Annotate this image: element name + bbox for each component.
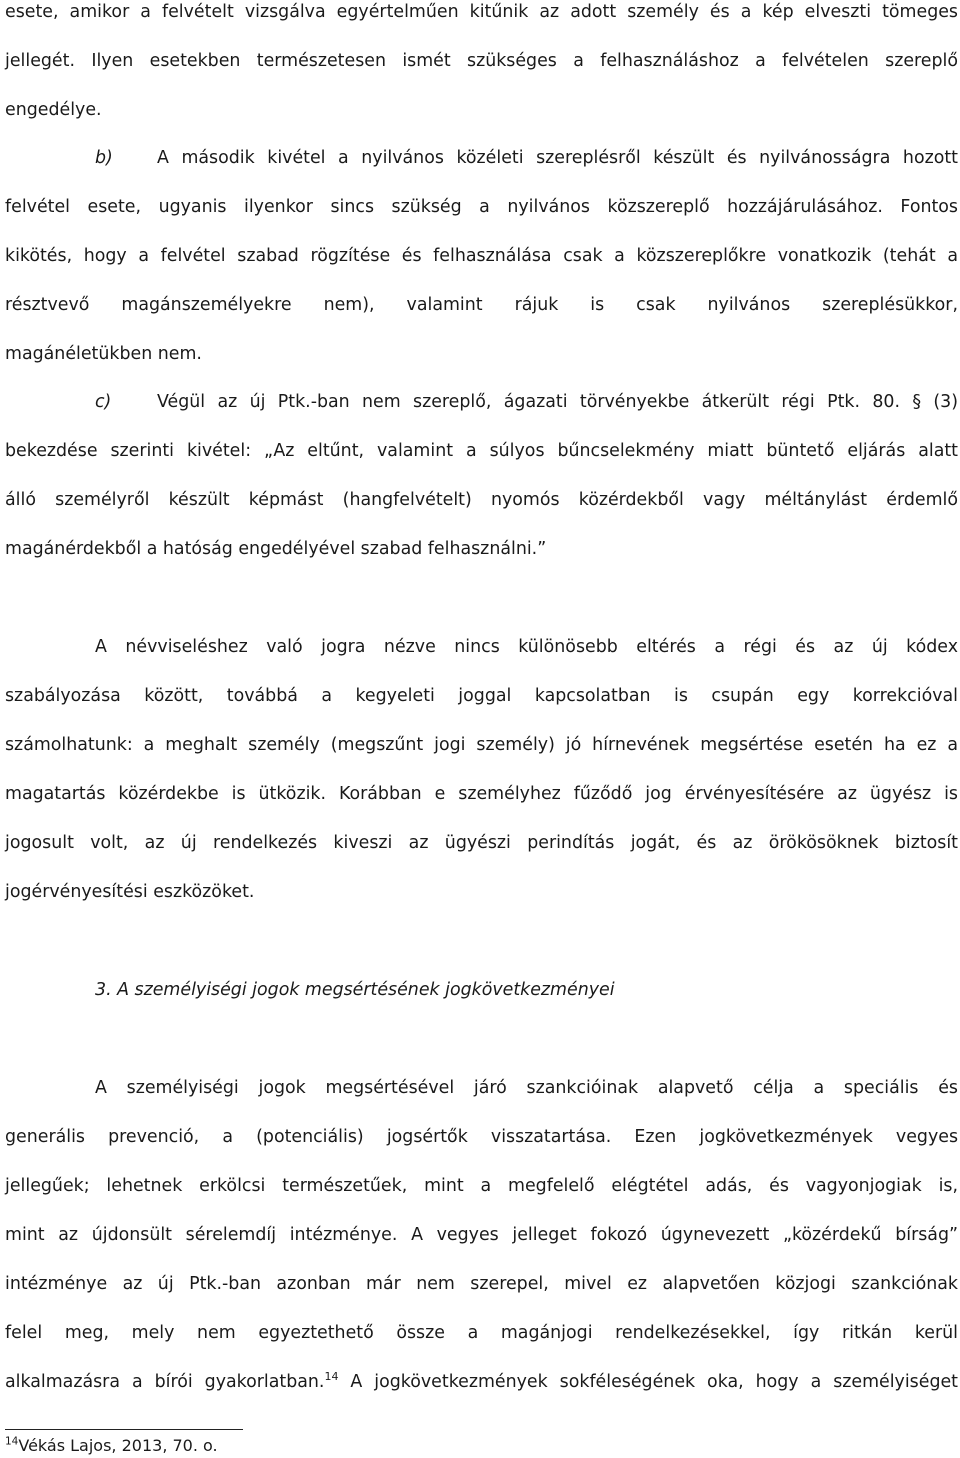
paragraph-line: felvétel esete, ugyanis ilyenkor sincs szükség a nyilvános közszereplő hozzájárulásához. Fontos [5,197,958,217]
list-marker-c: c) [95,392,112,412]
paragraph-line-with-footnote [5,1370,958,1394]
list-item-b-first-line [5,146,958,170]
list-marker-b: b) [95,148,113,168]
section-heading: 3. A személyiségi jogok megsértésének jogkövetkezményei [95,980,615,1000]
footnote-reference[interactable]: 14 [324,1370,339,1384]
paragraph-line: A névviseléshez való jogra nézve nincs különösebb eltérés a régi és az új kódex [95,637,958,657]
footnote [5,1435,218,1457]
paragraph-line: intézménye az új Ptk.-ban azonban már nem szerepel, mivel ez alapvetően közjogi szankciónak [5,1274,958,1294]
list-item-text: A második kivétel a nyilvános közéleti szereplésről készült és nyilvánosságra hozott [157,148,958,168]
footnote-separator [5,1429,243,1430]
paragraph-line: jellegűek; lehetnek erkölcsi természetűek, mint a megfelelő elégtétel adás, és vagyonjogiak is, [5,1176,958,1196]
footnote-number: 14 [5,1435,19,1448]
text-before-footnote: alkalmazásra a bírói gyakorlatban. [5,1372,325,1392]
paragraph-line: bekezdése szerinti kivétel: „Az eltűnt, valamint a súlyos bűncselekmény miatt büntető eljárás alatt [5,441,958,461]
text-after-footnote: A jogkövetkezmények sokféleségének oka, hogy a személyiséget [338,1372,958,1392]
list-item-text: Végül az új Ptk.-ban nem szereplő, ágazati törvényekbe átkerült régi Ptk. 80. § (3) [157,392,958,412]
paragraph-line: engedélye. [5,100,102,120]
footnote-text: Vékás Lajos, 2013, 70. o. [18,1436,218,1455]
paragraph-line: résztvevő magánszemélyekre nem), valamint rájuk is csak nyilvános szereplésükkor, [5,295,958,315]
paragraph-line: A személyiségi jogok megsértésével járó szankcióinak alapvető célja a speciális és [95,1078,958,1098]
paragraph-line: számolhatunk: a meghalt személy (megszűnt jogi személy) jó hírnevének megsértése esetén ha ez a [5,735,958,755]
paragraph-line: álló személyről készült képmást (hangfelvételt) nyomós közérdekből vagy méltánylást érdemlő [5,490,958,510]
paragraph-line: jogosult volt, az új rendelkezés kiveszi az ügyészi perindítás jogát, és az örökösöknek biztosít [5,833,958,853]
paragraph-line: jogérvényesítési eszközöket. [5,882,255,902]
paragraph-line: mint az újdonsült sérelemdíj intézménye. A vegyes jelleget fokozó úgynevezett „közérdekű bírság” [5,1225,958,1245]
paragraph-line: jellegét. Ilyen esetekben természetesen ismét szükséges a felhasználáshoz a felvételen szereplő [5,51,958,71]
paragraph-line: kikötés, hogy a felvétel szabad rögzítése és felhasználása csak a közszereplőkre vonatkozik (tehát a [5,246,958,266]
paragraph-line: magánéletükben nem. [5,344,202,364]
list-item-c-first-line [5,390,958,414]
paragraph-line: esete, amikor a felvételt vizsgálva egyértelműen kitűnik az adott személy és a kép elveszti tömeges [5,2,958,22]
paragraph-line: magatartás közérdekbe is ütközik. Korábban e személyhez fűződő jog érvényesítésére az ügyész is [5,784,958,804]
paragraph-line: felel meg, mely nem egyeztethető össze a magánjogi rendelkezésekkel, így ritkán kerül [5,1323,958,1343]
paragraph-line: generális prevenció, a (potenciális) jogsértők visszatartása. Ezen jogkövetkezmények vegyes [5,1127,958,1147]
paragraph-line: szabályozása között, továbbá a kegyeleti joggal kapcsolatban is csupán egy korrekcióval [5,686,958,706]
paragraph-line: magánérdekből a hatóság engedélyével szabad felhasználni.” [5,539,547,559]
